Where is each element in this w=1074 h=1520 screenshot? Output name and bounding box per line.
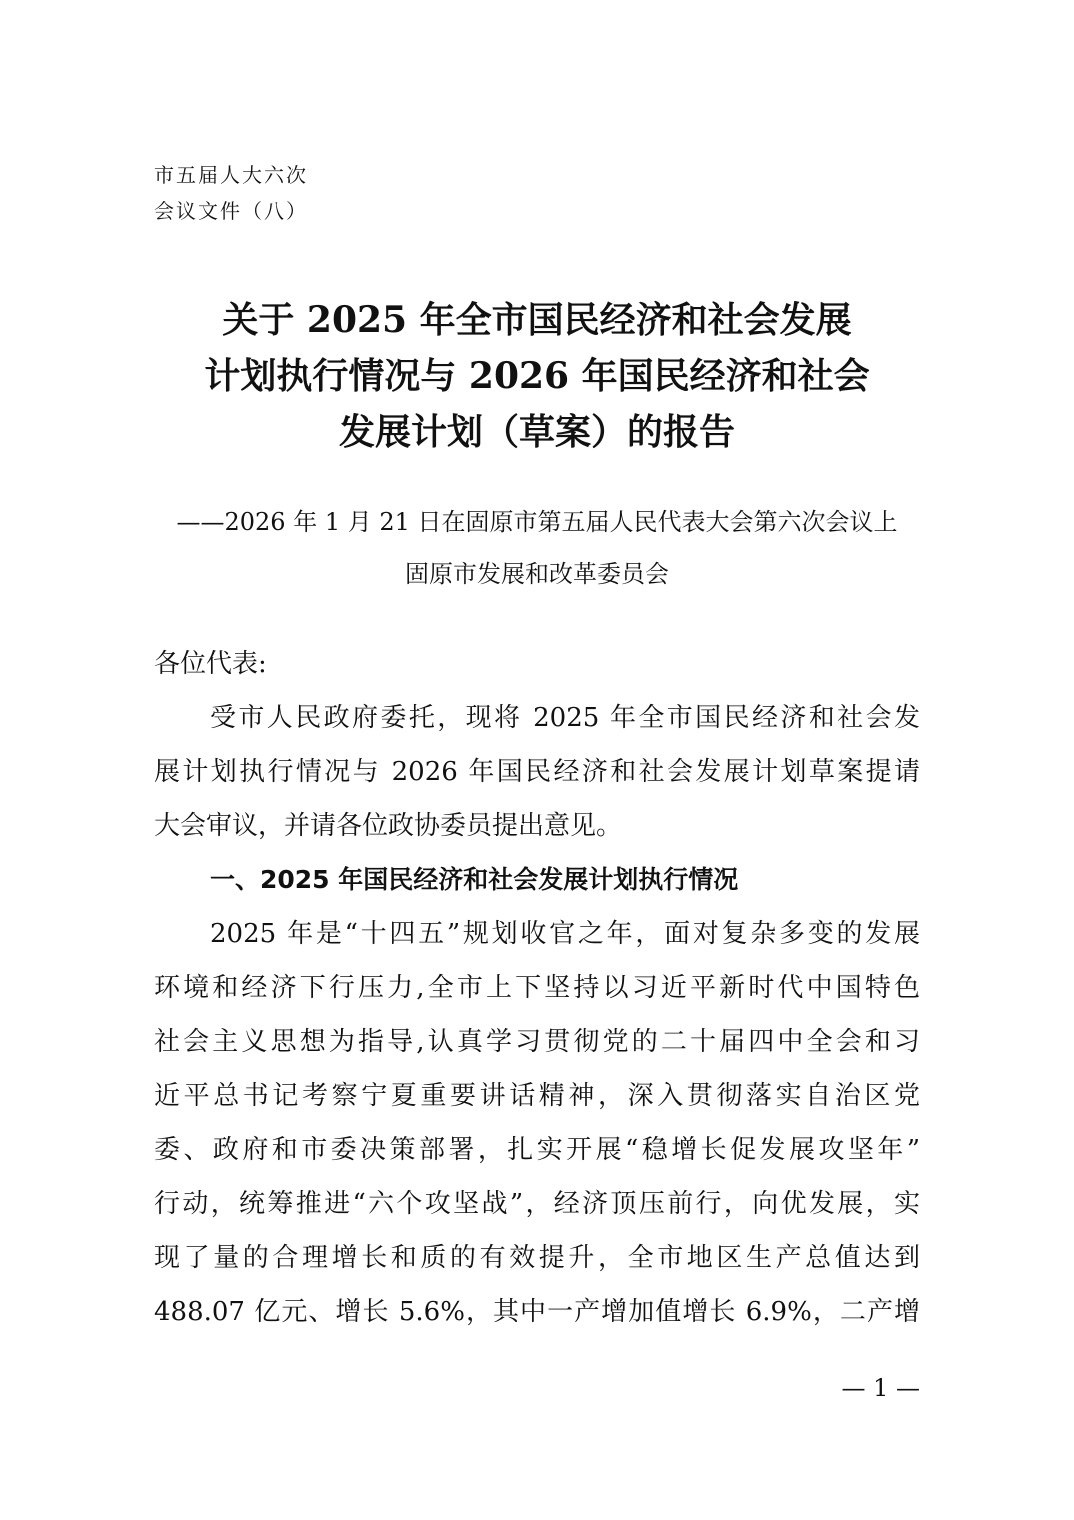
section-1-line-7: 现了量的合理增长和质的有效提升，全市地区生产总值达到	[154, 1243, 920, 1273]
subtitle-organization: 固原市发展和改革委员会	[405, 560, 669, 588]
section-1-line-6: 行动，统筹推进“六个攻坚战”，经济顶压前行，向优发展，实	[154, 1189, 920, 1219]
section-1-line-5: 委、政府和市委决策部署，扎实开展“稳增长促发展攻坚年”	[154, 1135, 920, 1165]
title-line-3: 发展计划（草案）的报告	[338, 411, 735, 453]
title-line-2: 计划执行情况与 2026 年国民经济和社会	[204, 355, 870, 397]
intro-line-3: 大会审议，并请各位政协委员提出意见。	[154, 811, 623, 841]
section-1-line-1: 2025 年是“十四五”规划收官之年，面对复杂多变的发展	[210, 919, 920, 949]
title-line-1: 关于 2025 年全市国民经济和社会发展	[222, 299, 852, 341]
subtitle-date-line: ——2026 年 1 月 21 日在固原市第五届人民代表大会第六次会议上	[176, 508, 898, 536]
salutation: 各位代表:	[154, 649, 267, 679]
section-1-line-4: 近平总书记考察宁夏重要讲话精神，深入贯彻落实自治区党	[154, 1081, 920, 1111]
section-1-line-8: 488.07 亿元、增长 5.6%，其中一产增加值增长 6.9%，二产增	[154, 1297, 920, 1327]
header-document-number: 会议文件（八）	[154, 199, 308, 223]
section-1-heading: 一、2025 年国民经济和社会发展计划执行情况	[210, 865, 739, 894]
intro-line-2: 展计划执行情况与 2026 年国民经济和社会发展计划草案提请	[154, 757, 920, 787]
header-session-line: 市五届人大六次	[154, 163, 308, 187]
intro-line-1: 受市人民政府委托，现将 2025 年全市国民经济和社会发	[210, 703, 920, 733]
section-1-line-3: 社会主义思想为指导,认真学习贯彻党的二十届四中全会和习	[154, 1027, 920, 1057]
section-1-line-2: 环境和经济下行压力,全市上下坚持以习近平新时代中国特色	[154, 973, 920, 1003]
page-number: — 1 —	[841, 1374, 920, 1402]
